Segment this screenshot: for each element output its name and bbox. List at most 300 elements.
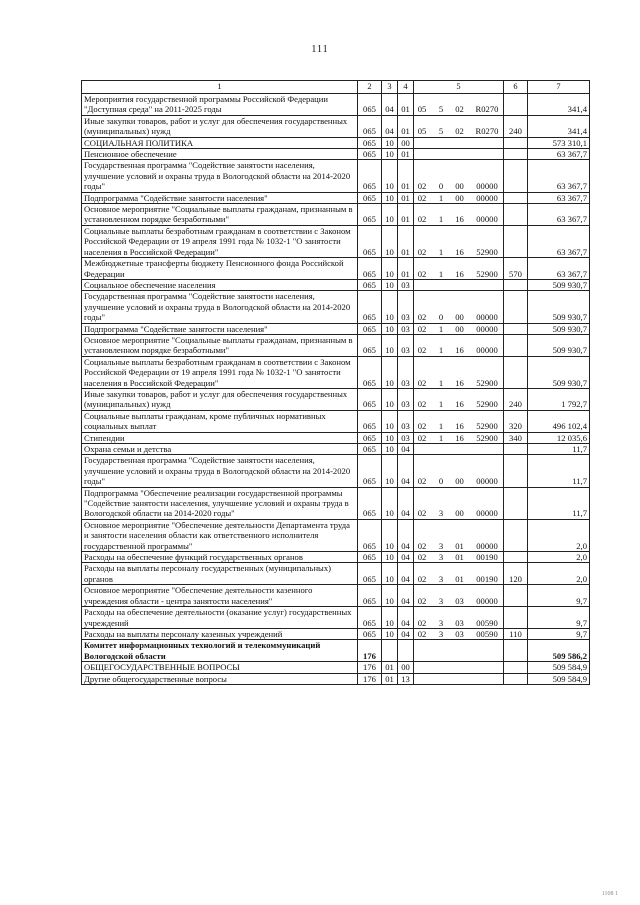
expense-type-cell xyxy=(504,356,528,388)
subsection-code-cell: 04 xyxy=(398,628,414,639)
item-name-cell: Подпрограмма "Обеспечение реализации государственной программы "Содействие занятости населения, улучшение условий и охраны труда в Вологодской области на 2014-2020 годы" xyxy=(82,487,358,519)
item-name-cell: Пенсионное обеспечение xyxy=(82,149,358,160)
target-article-part: 52900 xyxy=(476,268,498,279)
target-article-part: 02 xyxy=(417,399,427,410)
target-article-part: 02 xyxy=(417,268,427,279)
item-name-cell: Комитет информационных технологий и телекоммуникаций Вологодской области xyxy=(82,640,358,662)
subsection-code-cell: 04 xyxy=(398,487,414,519)
subsection-code-cell: 01 xyxy=(398,225,414,257)
header-cell: 7 xyxy=(528,81,590,94)
target-article-part: 16 xyxy=(455,268,464,279)
subsection-code-cell: 03 xyxy=(398,432,414,443)
admin-code-cell: 065 xyxy=(358,552,382,563)
subsection-code-cell: 03 xyxy=(398,334,414,356)
amount-cell: 63 367,7 xyxy=(528,258,590,280)
expense-type-cell: 570 xyxy=(504,258,528,280)
target-article-part: 02 xyxy=(417,595,427,606)
subsection-code-cell: 01 xyxy=(398,204,414,226)
target-article-part: 16 xyxy=(455,377,464,388)
expense-type-cell: 240 xyxy=(504,115,528,137)
admin-code-cell: 065 xyxy=(358,444,382,455)
item-name-cell: Основное мероприятие "Социальные выплаты гражданам, признанным в установленном порядке безработными" xyxy=(82,204,358,226)
target-article-part: 16 xyxy=(455,399,464,410)
target-article-part: 5 xyxy=(438,126,444,137)
section-code-cell: 10 xyxy=(382,410,398,432)
amount-cell: 11,7 xyxy=(528,444,590,455)
item-name-cell: Государственная программа "Содействие занятости населения, улучшение условий и охраны труда в Вологодской области на 2014-2020 годы" xyxy=(82,160,358,192)
expense-type-cell xyxy=(504,487,528,519)
expense-type-cell: 110 xyxy=(504,628,528,639)
target-article-part: R0270 xyxy=(475,104,499,115)
corner-mark: 1108 1 xyxy=(601,891,618,897)
table-row xyxy=(82,444,590,455)
expense-type-cell xyxy=(504,455,528,487)
expense-type-cell xyxy=(504,94,528,116)
target-article-part: 52900 xyxy=(476,399,498,410)
target-article-part: 00000 xyxy=(476,192,498,203)
section-code-cell: 01 xyxy=(382,662,398,673)
subsection-code-cell: 04 xyxy=(398,585,414,607)
admin-code-cell: 065 xyxy=(358,94,382,116)
target-article-part: 02 xyxy=(417,628,427,639)
table-row xyxy=(82,640,590,662)
target-article-part: 3 xyxy=(438,552,444,563)
target-article-part: 3 xyxy=(438,617,444,628)
admin-code-cell: 065 xyxy=(358,291,382,323)
target-article-part: 16 xyxy=(455,246,464,257)
target-article-part: 00000 xyxy=(476,540,498,551)
admin-code-cell: 065 xyxy=(358,432,382,443)
target-article-part: 02 xyxy=(417,508,427,519)
admin-code-cell: 065 xyxy=(358,323,382,334)
admin-code-cell: 065 xyxy=(358,149,382,160)
expense-type-cell xyxy=(504,149,528,160)
table-row xyxy=(82,334,590,356)
target-article-cell xyxy=(414,432,504,443)
target-article-part: 00 xyxy=(455,181,464,192)
target-article-part: 52900 xyxy=(476,246,498,257)
section-code-cell: 04 xyxy=(382,94,398,116)
item-name-cell: Иные закупки товаров, работ и услуг для обеспечения государственных (муниципальных) нужд xyxy=(82,115,358,137)
item-name-cell: Основное мероприятие "Обеспечение деятельности казенного учреждения области - центра занятости населения" xyxy=(82,585,358,607)
target-article-part: 1 xyxy=(438,399,444,410)
target-article-cell xyxy=(414,192,504,203)
subsection-code-cell: 04 xyxy=(398,444,414,455)
item-name-cell: Расходы на выплаты персоналу государственных (муниципальных) органов xyxy=(82,563,358,585)
target-article-part: 3 xyxy=(438,508,444,519)
table-row xyxy=(82,279,590,290)
amount-cell: 509 930,7 xyxy=(528,334,590,356)
subsection-code-cell: 04 xyxy=(398,552,414,563)
section-code-cell: 10 xyxy=(382,552,398,563)
section-code-cell: 01 xyxy=(382,673,398,684)
expense-type-cell xyxy=(504,291,528,323)
table-row xyxy=(82,455,590,487)
expense-type-cell xyxy=(504,585,528,607)
target-article-part: 02 xyxy=(417,181,427,192)
target-article-cell xyxy=(414,356,504,388)
target-article-part: 02 xyxy=(417,617,427,628)
admin-code-cell: 065 xyxy=(358,628,382,639)
target-article-part: 16 xyxy=(455,432,464,443)
subsection-code-cell: 13 xyxy=(398,673,414,684)
expense-type-cell xyxy=(504,673,528,684)
amount-cell: 509 584,9 xyxy=(528,662,590,673)
table-row xyxy=(82,628,590,639)
target-article-cell xyxy=(414,640,504,662)
target-article-part: 02 xyxy=(417,246,427,257)
target-article-part: 1 xyxy=(438,432,444,443)
item-name-cell: Мероприятия государственной программы Российской Федерации "Доступная среда" на 2011-2025 годы xyxy=(82,94,358,116)
target-article-cell xyxy=(414,388,504,410)
target-article-cell xyxy=(414,160,504,192)
subsection-code-cell: 03 xyxy=(398,356,414,388)
header-cell: 1 xyxy=(82,81,358,94)
target-article-cell xyxy=(414,137,504,148)
section-code-cell: 10 xyxy=(382,563,398,585)
subsection-code-cell: 01 xyxy=(398,115,414,137)
target-article-part: 3 xyxy=(438,540,444,551)
amount-cell: 341,4 xyxy=(528,94,590,116)
target-article-part: 1 xyxy=(438,214,444,225)
item-name-cell: Социальное обеспечение населения xyxy=(82,279,358,290)
expense-type-cell xyxy=(504,334,528,356)
target-article-cell xyxy=(414,607,504,629)
expense-type-cell xyxy=(504,279,528,290)
admin-code-cell: 065 xyxy=(358,160,382,192)
target-article-cell xyxy=(414,662,504,673)
subsection-code-cell: 00 xyxy=(398,662,414,673)
target-article-part: 00000 xyxy=(476,312,498,323)
header-cell: 3 xyxy=(382,81,398,94)
item-name-cell: Межбюджетные трансферты бюджету Пенсионного фонда Российской Федерации xyxy=(82,258,358,280)
item-name-cell: Основное мероприятие "Социальные выплаты гражданам, признанным в установленном порядке безработными" xyxy=(82,334,358,356)
table-row xyxy=(82,356,590,388)
section-code-cell: 10 xyxy=(382,323,398,334)
section-code-cell: 10 xyxy=(382,432,398,443)
target-article-part: R0270 xyxy=(475,126,499,137)
item-name-cell: Охрана семьи и детства xyxy=(82,444,358,455)
section-code-cell: 10 xyxy=(382,455,398,487)
target-article-cell xyxy=(414,94,504,116)
target-article-part: 1 xyxy=(438,192,444,203)
target-article-cell xyxy=(414,552,504,563)
admin-code-cell: 065 xyxy=(358,410,382,432)
target-article-cell xyxy=(414,258,504,280)
section-code-cell: 10 xyxy=(382,628,398,639)
admin-code-cell: 065 xyxy=(358,115,382,137)
target-article-cell xyxy=(414,323,504,334)
target-article-part: 1 xyxy=(438,268,444,279)
target-article-cell xyxy=(414,487,504,519)
target-article-part: 03 xyxy=(455,595,464,606)
target-article-cell xyxy=(414,673,504,684)
table-row xyxy=(82,323,590,334)
subsection-code-cell: 04 xyxy=(398,455,414,487)
table-row xyxy=(82,225,590,257)
target-article-part: 3 xyxy=(438,628,444,639)
target-article-part: 16 xyxy=(455,421,464,432)
admin-code-cell: 065 xyxy=(358,225,382,257)
amount-cell: 496 102,4 xyxy=(528,410,590,432)
target-article-part: 16 xyxy=(455,345,464,356)
expense-type-cell xyxy=(504,137,528,148)
admin-code-cell: 065 xyxy=(358,388,382,410)
target-article-part: 1 xyxy=(438,246,444,257)
target-article-part: 02 xyxy=(417,540,427,551)
expense-type-cell: 240 xyxy=(504,388,528,410)
admin-code-cell: 065 xyxy=(358,137,382,148)
section-code-cell: 10 xyxy=(382,388,398,410)
admin-code-cell: 176 xyxy=(358,673,382,684)
amount-cell: 2,0 xyxy=(528,563,590,585)
item-name-cell: Государственная программа "Содействие занятости населения, улучшение условий и охраны труда в Вологодской области на 2014-2020 годы" xyxy=(82,291,358,323)
item-name-cell: Основное мероприятие "Обеспечение деятельности Департамента труда и занятости населения области как ответственного исполнителя государственной программы" xyxy=(82,519,358,551)
section-code-cell: 10 xyxy=(382,444,398,455)
target-article-part: 02 xyxy=(417,377,427,388)
target-article-cell xyxy=(414,585,504,607)
admin-code-cell: 065 xyxy=(358,519,382,551)
target-article-part: 02 xyxy=(417,214,427,225)
item-name-cell: Социальные выплаты гражданам, кроме публичных нормативных социальных выплат xyxy=(82,410,358,432)
target-article-part: 02 xyxy=(417,323,427,334)
amount-cell: 2,0 xyxy=(528,552,590,563)
target-article-part: 00000 xyxy=(476,508,498,519)
target-article-part: 00 xyxy=(455,476,464,487)
target-article-cell xyxy=(414,563,504,585)
amount-cell: 509 930,7 xyxy=(528,279,590,290)
item-name-cell: Расходы на обеспечение функций государственных органов xyxy=(82,552,358,563)
target-article-part: 00190 xyxy=(476,552,498,563)
target-article-cell xyxy=(414,628,504,639)
header-cell: 5 xyxy=(414,81,504,94)
amount-cell: 63 367,7 xyxy=(528,160,590,192)
header-row xyxy=(82,81,590,94)
amount-cell: 509 930,7 xyxy=(528,291,590,323)
section-code-cell: 10 xyxy=(382,160,398,192)
target-article-part: 3 xyxy=(438,573,444,584)
target-article-cell xyxy=(414,204,504,226)
target-article-part: 00000 xyxy=(476,181,498,192)
admin-code-cell: 065 xyxy=(358,563,382,585)
expense-type-cell xyxy=(504,640,528,662)
table-row xyxy=(82,432,590,443)
target-article-part: 01 xyxy=(455,540,464,551)
target-article-cell xyxy=(414,291,504,323)
target-article-part: 00 xyxy=(455,508,464,519)
target-article-part: 16 xyxy=(455,214,464,225)
target-article-part: 1 xyxy=(438,323,444,334)
target-article-part: 02 xyxy=(417,573,427,584)
table-row xyxy=(82,585,590,607)
subsection-code-cell: 03 xyxy=(398,291,414,323)
expense-type-cell xyxy=(504,444,528,455)
amount-cell: 509 930,7 xyxy=(528,356,590,388)
table-row xyxy=(82,410,590,432)
expense-type-cell xyxy=(504,607,528,629)
target-article-part: 5 xyxy=(438,104,444,115)
expense-type-cell: 320 xyxy=(504,410,528,432)
item-name-cell: Иные закупки товаров, работ и услуг для обеспечения государственных (муниципальных) нужд xyxy=(82,388,358,410)
subsection-code-cell: 01 xyxy=(398,258,414,280)
amount-cell: 573 310,1 xyxy=(528,137,590,148)
target-article-part: 01 xyxy=(455,573,464,584)
target-article-part: 00 xyxy=(455,192,464,203)
target-article-part: 00000 xyxy=(476,214,498,225)
section-code-cell: 10 xyxy=(382,585,398,607)
table-row xyxy=(82,149,590,160)
section-code-cell: 10 xyxy=(382,334,398,356)
admin-code-cell: 065 xyxy=(358,455,382,487)
amount-cell: 63 367,7 xyxy=(528,192,590,203)
target-article-cell xyxy=(414,225,504,257)
target-article-part: 02 xyxy=(417,312,427,323)
target-article-part: 52900 xyxy=(476,421,498,432)
item-name-cell: Подпрограмма "Содействие занятости населения" xyxy=(82,192,358,203)
item-name-cell: Социальные выплаты безработным гражданам в соответствии с Законом Российской Федерации от 19 апреля 1991 года № 1032-1 "О занятости населения в Российской Федерации" xyxy=(82,225,358,257)
target-article-cell xyxy=(414,519,504,551)
subsection-code-cell: 04 xyxy=(398,519,414,551)
table-row xyxy=(82,563,590,585)
section-code-cell: 10 xyxy=(382,225,398,257)
subsection-code-cell: 04 xyxy=(398,607,414,629)
item-name-cell: Расходы на выплаты персоналу казенных учреждений xyxy=(82,628,358,639)
table-row xyxy=(82,519,590,551)
section-code-cell: 10 xyxy=(382,607,398,629)
target-article-part: 00590 xyxy=(476,628,498,639)
subsection-code-cell: 03 xyxy=(398,279,414,290)
budget-table xyxy=(81,80,590,685)
item-name-cell: Стипендии xyxy=(82,432,358,443)
section-code-cell: 04 xyxy=(382,115,398,137)
amount-cell: 9,7 xyxy=(528,585,590,607)
table-row xyxy=(82,115,590,137)
target-article-part: 52900 xyxy=(476,377,498,388)
target-article-cell xyxy=(414,455,504,487)
admin-code-cell: 065 xyxy=(358,356,382,388)
admin-code-cell: 176 xyxy=(358,662,382,673)
amount-cell: 341,4 xyxy=(528,115,590,137)
amount-cell: 11,7 xyxy=(528,455,590,487)
table-row xyxy=(82,160,590,192)
item-name-cell: Расходы на обеспечение деятельности (оказание услуг) государственных учреждений xyxy=(82,607,358,629)
expense-type-cell xyxy=(504,662,528,673)
subsection-code-cell: 01 xyxy=(398,94,414,116)
admin-code-cell: 065 xyxy=(358,192,382,203)
admin-code-cell: 065 xyxy=(358,279,382,290)
target-article-part: 3 xyxy=(438,595,444,606)
amount-cell: 12 035,6 xyxy=(528,432,590,443)
target-article-cell xyxy=(414,115,504,137)
amount-cell: 63 367,7 xyxy=(528,149,590,160)
item-name-cell: Государственная программа "Содействие занятости населения, улучшение условий и охраны труда в Вологодской области на 2014-2020 годы" xyxy=(82,455,358,487)
target-article-part: 00000 xyxy=(476,345,498,356)
section-code-cell: 10 xyxy=(382,204,398,226)
amount-cell: 63 367,7 xyxy=(528,225,590,257)
section-code-cell: 10 xyxy=(382,519,398,551)
section-code-cell: 10 xyxy=(382,192,398,203)
admin-code-cell: 065 xyxy=(358,258,382,280)
section-code-cell: 10 xyxy=(382,291,398,323)
target-article-part: 02 xyxy=(417,476,427,487)
subsection-code-cell: 01 xyxy=(398,160,414,192)
admin-code-cell: 065 xyxy=(358,607,382,629)
target-article-part: 02 xyxy=(417,192,427,203)
target-article-part: 00000 xyxy=(476,476,498,487)
target-article-part: 0 xyxy=(438,312,444,323)
table-row xyxy=(82,388,590,410)
target-article-part: 01 xyxy=(455,552,464,563)
table-row xyxy=(82,137,590,148)
admin-code-cell: 065 xyxy=(358,204,382,226)
table-row xyxy=(82,291,590,323)
target-article-part: 05 xyxy=(417,126,427,137)
expense-type-cell: 120 xyxy=(504,563,528,585)
section-code-cell: 10 xyxy=(382,487,398,519)
expense-type-cell xyxy=(504,160,528,192)
target-article-part: 1 xyxy=(438,377,444,388)
target-article-part: 05 xyxy=(417,104,427,115)
expense-type-cell xyxy=(504,225,528,257)
target-article-part: 1 xyxy=(438,345,444,356)
table-row xyxy=(82,94,590,116)
target-article-part: 00 xyxy=(455,312,464,323)
target-article-part: 02 xyxy=(417,421,427,432)
item-name-cell: ОБЩЕГОСУДАРСТВЕННЫЕ ВОПРОСЫ xyxy=(82,662,358,673)
table-row xyxy=(82,487,590,519)
subsection-code-cell: 03 xyxy=(398,410,414,432)
subsection-code-cell: 01 xyxy=(398,149,414,160)
amount-cell: 9,7 xyxy=(528,628,590,639)
amount-cell: 509 584,9 xyxy=(528,673,590,684)
target-article-part: 00 xyxy=(455,323,464,334)
admin-code-cell: 065 xyxy=(358,487,382,519)
target-article-part: 0 xyxy=(438,476,444,487)
header-cell: 2 xyxy=(358,81,382,94)
header-cell: 4 xyxy=(398,81,414,94)
target-article-part: 00000 xyxy=(476,323,498,334)
section-code-cell: 10 xyxy=(382,258,398,280)
target-article-cell xyxy=(414,279,504,290)
section-code-cell: 10 xyxy=(382,356,398,388)
target-article-part: 00190 xyxy=(476,573,498,584)
section-code-cell: 10 xyxy=(382,149,398,160)
section-code-cell: 10 xyxy=(382,279,398,290)
target-article-part: 00000 xyxy=(476,595,498,606)
item-name-cell: Другие общегосударственные вопросы xyxy=(82,673,358,684)
expense-type-cell: 340 xyxy=(504,432,528,443)
amount-cell: 1 792,7 xyxy=(528,388,590,410)
table-row xyxy=(82,192,590,203)
expense-type-cell xyxy=(504,552,528,563)
expense-type-cell xyxy=(504,519,528,551)
item-name-cell: Социальные выплаты безработным гражданам в соответствии с Законом Российской Федерации от 19 апреля 1991 года № 1032-1 "О занятости населения в Российской Федерации" xyxy=(82,356,358,388)
header-cell: 6 xyxy=(504,81,528,94)
amount-cell: 2,0 xyxy=(528,519,590,551)
amount-cell: 9,7 xyxy=(528,607,590,629)
page-number: 111 xyxy=(311,44,329,55)
subsection-code-cell: 03 xyxy=(398,323,414,334)
item-name-cell: СОЦИАЛЬНАЯ ПОЛИТИКА xyxy=(82,137,358,148)
admin-code-cell: 176 xyxy=(358,640,382,662)
amount-cell: 63 367,7 xyxy=(528,204,590,226)
amount-cell: 509 586,2 xyxy=(528,640,590,662)
target-article-part: 02 xyxy=(417,432,427,443)
target-article-cell xyxy=(414,410,504,432)
target-article-part: 03 xyxy=(455,628,464,639)
subsection-code-cell: 01 xyxy=(398,192,414,203)
target-article-part: 02 xyxy=(417,552,427,563)
